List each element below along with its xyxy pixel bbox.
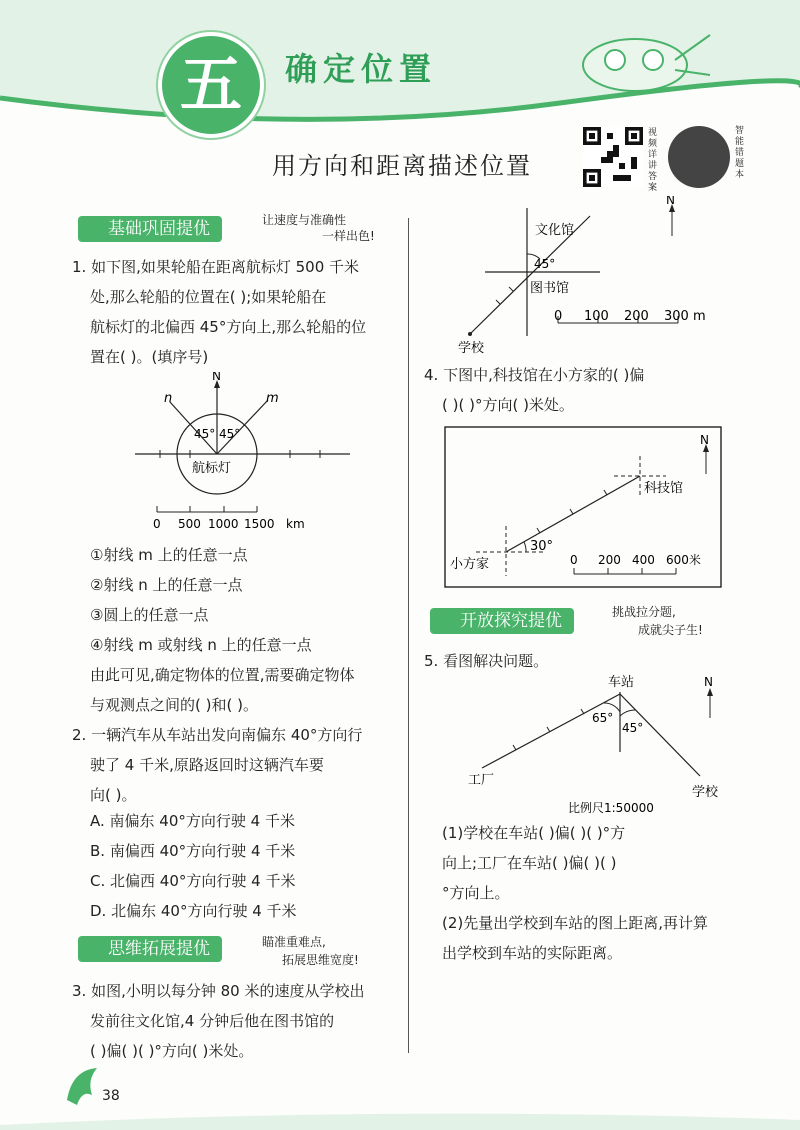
q2-option-c[interactable]: C. 北偏西 40°方向行驶 4 千米 bbox=[90, 872, 296, 890]
unit-title: 确定位置 bbox=[285, 50, 438, 88]
q1-scale-500: 500 bbox=[178, 517, 201, 531]
column-divider bbox=[408, 218, 409, 1053]
q2-line: 驶了 4 千米,原路返回时这辆汽车要 bbox=[90, 756, 324, 774]
qr-code-icon[interactable] bbox=[583, 127, 643, 187]
q1-ray-m-label: m bbox=[266, 391, 279, 406]
q3-scale-100: 100 bbox=[584, 309, 609, 324]
q5-sub1-line: °方向上。 bbox=[442, 884, 510, 902]
q1-options bbox=[90, 540, 355, 720]
q1-scale-1000: 1000 bbox=[208, 517, 239, 531]
q2-line: 2. 一辆汽车从车站出发向南偏东 40°方向行 bbox=[72, 726, 363, 744]
q3-figure bbox=[430, 196, 750, 356]
q4-scale-0: 0 bbox=[570, 553, 578, 567]
question-3-text bbox=[72, 976, 364, 1066]
q3-culture-label: 文化馆 bbox=[535, 223, 575, 238]
q1-conclusion: 由此可见,确定物体的位置,需要确定物体 bbox=[90, 666, 355, 684]
q5-angle-right: 45° bbox=[622, 721, 644, 735]
q5-scale: 比例尺1:50000 bbox=[568, 801, 654, 815]
q5-school-label: 学校 bbox=[692, 785, 719, 800]
section-note-thinking-1: 瞄准重难点, bbox=[262, 935, 326, 949]
q3-angle: 45° bbox=[534, 257, 556, 271]
q1-line: 航标灯的北偏西 45°方向上,那么轮船的位 bbox=[90, 318, 367, 336]
section-note-open-1: 挑战拉分题, bbox=[612, 605, 676, 619]
q4-angle: 30° bbox=[530, 539, 554, 554]
q4-scale-200: 200 bbox=[598, 553, 621, 567]
q4-scale-400: 400 bbox=[632, 553, 655, 567]
question-4-text bbox=[424, 360, 644, 420]
section-note-thinking-2: 拓展思维宽度! bbox=[282, 953, 359, 967]
round-code-label: 智能错题本 bbox=[735, 126, 745, 180]
q1-option: ①射线 m 上的任意一点 bbox=[90, 546, 248, 564]
mascot-illustration bbox=[575, 20, 715, 100]
q5-factory-label: 工厂 bbox=[468, 773, 495, 788]
q5-sub2-line: (2)先量出学校到车站的图上距离,再计算 bbox=[442, 914, 709, 932]
section-note-open-2: 成就尖子生! bbox=[638, 623, 703, 637]
q1-line: 1. 如下图,如果轮船在距离航标灯 500 千米 bbox=[72, 258, 360, 276]
q2-line: 向( )。 bbox=[90, 786, 137, 804]
q2-option-d[interactable]: D. 北偏东 40°方向行驶 4 千米 bbox=[90, 902, 297, 920]
q5-line: 5. 看图解决问题。 bbox=[424, 652, 549, 670]
q3-line: ( )偏( )( )°方向( )米处。 bbox=[90, 1042, 254, 1060]
q1-angle-right: 45° bbox=[219, 427, 241, 441]
q1-option: ④射线 m 或射线 n 上的任意一点 bbox=[90, 636, 312, 654]
q1-scale-1500: 1500 bbox=[244, 517, 275, 531]
q5-sub2-line: 出学校到车站的实际距离。 bbox=[442, 944, 623, 962]
page-number: 38 bbox=[102, 1088, 120, 1104]
footer-wave bbox=[0, 1100, 800, 1130]
section-badge-thinking: 思维拓展提优 bbox=[78, 936, 222, 962]
q1-option: ②射线 n 上的任意一点 bbox=[90, 576, 243, 594]
q4-scale-600: 600米 bbox=[666, 553, 701, 567]
q1-center-label: 航标灯 bbox=[192, 461, 232, 476]
q1-line: 置在( )。(填序号) bbox=[90, 348, 209, 366]
q2-options bbox=[90, 806, 297, 926]
q4-line: ( )( )°方向( )米处。 bbox=[442, 396, 574, 414]
qr-label: 视频详讲答案 bbox=[648, 128, 658, 193]
q1-scale-unit: km bbox=[286, 517, 305, 531]
unit-number: 五 bbox=[179, 48, 242, 121]
q3-school-label: 学校 bbox=[458, 341, 485, 356]
q5-angle-left: 65° bbox=[592, 711, 614, 725]
q1-north-label: N bbox=[212, 372, 221, 383]
q3-scale-300: 300 m bbox=[664, 309, 706, 324]
q4-north-label: N bbox=[700, 433, 709, 447]
q3-line: 发前往文化馆,4 分钟后他在图书馆的 bbox=[90, 1012, 335, 1030]
q5-sub1-line: (1)学校在车站( )偏( )( )°方 bbox=[442, 824, 626, 842]
q1-ray-n-label: n bbox=[164, 391, 173, 406]
q5-sub1-line: 向上;工厂在车站( )偏( )( ) bbox=[442, 854, 617, 872]
q1-scale-0: 0 bbox=[153, 517, 161, 531]
q3-scale-200: 200 bbox=[624, 309, 649, 324]
section-note-basic-1: 让速度与准确性 bbox=[262, 213, 347, 227]
q1-option: ③圆上的任意一点 bbox=[90, 606, 209, 624]
question-2-text bbox=[72, 720, 362, 810]
q3-library-label: 图书馆 bbox=[530, 281, 570, 296]
q5-station-label: 车站 bbox=[608, 675, 635, 690]
q5-figure bbox=[456, 672, 736, 818]
question-1-text bbox=[72, 252, 366, 372]
q1-figure bbox=[120, 372, 360, 537]
section-badge-open: 开放探究提优 bbox=[430, 608, 574, 634]
q2-option-b[interactable]: B. 南偏西 40°方向行驶 4 千米 bbox=[90, 842, 296, 860]
q5-north-label: N bbox=[704, 675, 713, 689]
page-title: 用方向和距离描述位置 bbox=[272, 152, 532, 180]
q5-subquestions bbox=[442, 818, 708, 968]
section-note-basic-2: 一样出色! bbox=[322, 229, 375, 243]
q3-scale-0: 0 bbox=[554, 309, 563, 324]
q1-line: 处,那么轮船的位置在( );如果轮船在 bbox=[90, 288, 327, 306]
q1-angle-left: 45° bbox=[194, 427, 216, 441]
smart-error-book-icon[interactable] bbox=[668, 126, 730, 188]
q1-conclusion: 与观测点之间的( )和( )。 bbox=[90, 696, 258, 714]
q3-north-label: N bbox=[666, 196, 675, 207]
q4-line: 4. 下图中,科技馆在小方家的( )偏 bbox=[424, 366, 645, 384]
q4-home-label: 小方家 bbox=[450, 557, 490, 572]
q4-figure bbox=[444, 426, 724, 590]
q2-option-a[interactable]: A. 南偏东 40°方向行驶 4 千米 bbox=[90, 812, 295, 830]
q3-line: 3. 如图,小明以每分钟 80 米的速度从学校出 bbox=[72, 982, 365, 1000]
section-badge-basic: 基础巩固提优 bbox=[78, 216, 222, 242]
q4-science-label: 科技馆 bbox=[644, 481, 684, 496]
